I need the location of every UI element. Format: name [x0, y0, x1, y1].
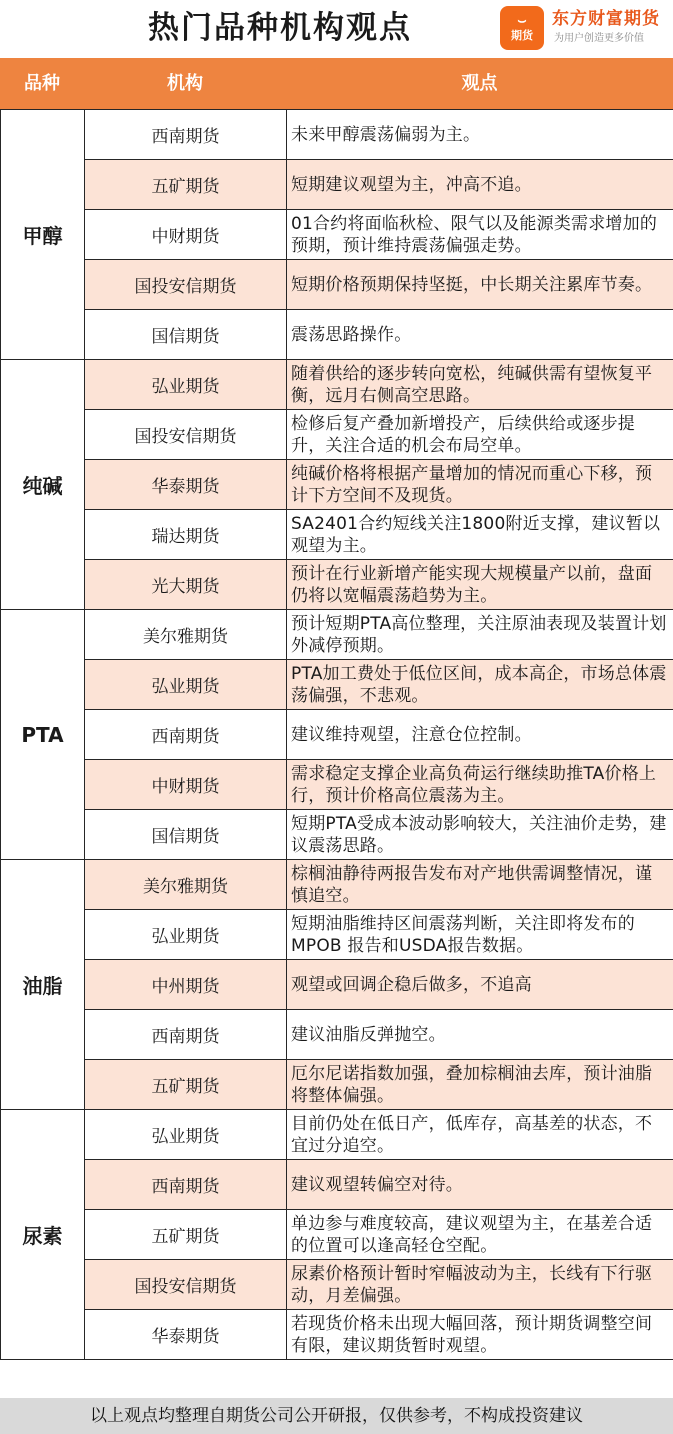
org-cell: 西南期货	[85, 710, 287, 760]
org-cell: 弘业期货	[85, 1110, 287, 1160]
view-cell: 检修后复产叠加新增投产，后续供给或逐步提升，关注合适的机会布局空单。	[287, 410, 673, 460]
table-row	[1, 260, 673, 310]
view-cell: 建议维持观望，注意仓位控制。	[287, 710, 673, 760]
view-cell: PTA加工费处于低位区间，成本高企，市场总体震荡偏强，不悲观。	[287, 660, 673, 710]
view-cell: 建议观望转偏空对待。	[287, 1160, 673, 1210]
table-row	[1, 1310, 673, 1360]
category-cell: 纯碱	[1, 360, 85, 610]
table-row	[1, 310, 673, 360]
org-cell: 国信期货	[85, 810, 287, 860]
table-row	[1, 1060, 673, 1110]
smile-icon: ⌣	[517, 13, 527, 29]
org-cell: 华泰期货	[85, 1310, 287, 1360]
table-row	[1, 210, 673, 260]
view-cell: 单边参与难度较高，建议观望为主，在基差合适的位置可以逢高轻仓空配。	[287, 1210, 673, 1260]
table-row	[1, 1010, 673, 1060]
table-header	[0, 58, 673, 109]
view-cell: 短期油脂维持区间震荡判断，关注即将发布的MPOB 报告和USDA报告数据。	[287, 910, 673, 960]
view-cell: 随着供给的逐步转向宽松，纯碱供需有望恢复平衡，远月右侧高空思路。	[287, 360, 673, 410]
view-cell: 棕榈油静待两报告发布对产地供需调整情况，谨慎追空。	[287, 860, 673, 910]
org-cell: 华泰期货	[85, 460, 287, 510]
table-row	[1, 460, 673, 510]
column-header-view: 观点	[461, 73, 498, 94]
org-cell: 中财期货	[85, 760, 287, 810]
table-row	[1, 810, 673, 860]
column-header-category: 品种	[24, 73, 60, 94]
org-cell: 西南期货	[85, 1160, 287, 1210]
view-cell: SA2401合约短线关注1800附近支撑，建议暂以观望为主。	[287, 510, 673, 560]
view-cell: 尿素价格预计暂时窄幅波动为主，长线有下行驱动，月差偏强。	[287, 1260, 673, 1310]
view-cell: 短期PTA受成本波动影响较大，关注油价走势，建议震荡思路。	[287, 810, 673, 860]
org-cell: 西南期货	[85, 1010, 287, 1060]
view-cell: 若现货价格未出现大幅回落，预计期货调整空间有限，建议期货暂时观望。	[287, 1310, 673, 1360]
org-cell: 美尔雅期货	[85, 610, 287, 660]
brand-logo-icon	[500, 6, 544, 50]
org-cell: 瑞达期货	[85, 510, 287, 560]
view-cell: 未来甲醇震荡偏弱为主。	[287, 110, 673, 160]
table-row	[1, 960, 673, 1010]
org-cell: 弘业期货	[85, 360, 287, 410]
view-cell: 短期价格预期保持坚挺，中长期关注累库节奏。	[287, 260, 673, 310]
views-table-body	[1, 110, 673, 1360]
org-cell: 国投安信期货	[85, 260, 287, 310]
table-row	[1, 660, 673, 710]
org-cell: 弘业期货	[85, 910, 287, 960]
table-row	[1, 710, 673, 760]
table-row	[1, 360, 673, 410]
view-cell: 目前仍处在低日产，低库存，高基差的状态，不宜过分追空。	[287, 1110, 673, 1160]
table-row	[1, 1160, 673, 1210]
table-row	[1, 1110, 673, 1160]
view-cell: 震荡思路操作。	[287, 310, 673, 360]
org-cell: 五矿期货	[85, 160, 287, 210]
table-row	[1, 1260, 673, 1310]
table-row	[1, 510, 673, 560]
view-cell: 预计在行业新增产能实现大规模量产以前，盘面仍将以宽幅震荡趋势为主。	[287, 560, 673, 610]
org-cell: 中州期货	[85, 960, 287, 1010]
title-bar	[0, 0, 673, 59]
category-cell: 尿素	[1, 1110, 85, 1360]
table-row	[1, 760, 673, 810]
view-cell: 预计短期PTA高位整理，关注原油表现及装置计划外减停预期。	[287, 610, 673, 660]
view-cell: 短期建议观望为主，冲高不追。	[287, 160, 673, 210]
table-row	[1, 110, 673, 160]
org-cell: 西南期货	[85, 110, 287, 160]
view-cell: 纯碱价格将根据产量增加的情况而重心下移，预计下方空间不及现货。	[287, 460, 673, 510]
org-cell: 五矿期货	[85, 1210, 287, 1260]
brand-logo-label: 期货	[511, 29, 533, 42]
org-cell: 弘业期货	[85, 660, 287, 710]
org-cell: 光大期货	[85, 560, 287, 610]
column-header-org: 机构	[167, 73, 203, 94]
table-row	[1, 160, 673, 210]
table-row	[1, 610, 673, 660]
view-cell: 观望或回调企稳后做多，不追高	[287, 960, 673, 1010]
view-cell: 需求稳定支撑企业高负荷运行继续助推TA价格上行，预计价格高位震荡为主。	[287, 760, 673, 810]
org-cell: 五矿期货	[85, 1060, 287, 1110]
view-cell: 建议油脂反弹抛空。	[287, 1010, 673, 1060]
brand-name: 东方财富期货	[552, 9, 660, 29]
table-row	[1, 1210, 673, 1260]
table-row	[1, 410, 673, 460]
page-title: 热门品种机构观点	[148, 10, 412, 46]
org-cell: 国投安信期货	[85, 1260, 287, 1310]
org-cell: 国信期货	[85, 310, 287, 360]
category-cell: 甲醇	[1, 110, 85, 360]
table-row	[1, 560, 673, 610]
org-cell: 国投安信期货	[85, 410, 287, 460]
view-cell: 厄尔尼诺指数加强，叠加棕榈油去库，预计油脂将整体偏强。	[287, 1060, 673, 1110]
disclaimer-footer: 以上观点均整理自期货公司公开研报，仅供参考，不构成投资建议	[0, 1398, 673, 1434]
brand-slogan: 为用户创造更多价值	[554, 33, 644, 44]
view-cell: 01合约将面临秋检、限气以及能源类需求增加的预期，预计维持震荡偏强走势。	[287, 210, 673, 260]
table-row	[1, 860, 673, 910]
category-cell: 油脂	[1, 860, 85, 1110]
category-cell: PTA	[1, 610, 85, 860]
org-cell: 中财期货	[85, 210, 287, 260]
org-cell: 美尔雅期货	[85, 860, 287, 910]
views-table	[0, 109, 673, 1360]
table-row	[1, 910, 673, 960]
